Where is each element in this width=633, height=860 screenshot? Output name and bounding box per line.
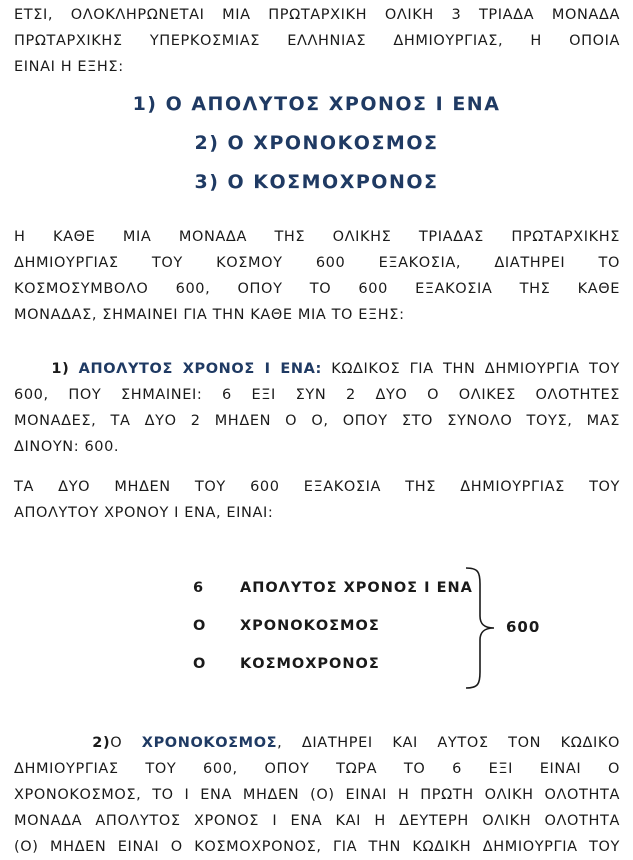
para3-line-1: ΤΑ ΔΥΟ ΜΗΔΕΝ ΤΟΥ 600 ΕΞΑΚΟΣΙΑ ΤΗΣ ΔΗΜΙΟΥΡΓΙΑΣ ΤΟΥ — [14, 479, 620, 495]
right-curly-brace — [462, 566, 498, 690]
para2-line-3: ΜΟΝΑΔΕΣ, ΤΑ ΔΥΟ 2 ΜΗΔΕΝ Ο Ο, ΟΠΟΥ ΣΤΟ ΣΥΝΟΛΟ ΤΟΥΣ, ΜΑΣ — [14, 413, 620, 429]
para4-line-3: ΧΡΟΝΟΚΟΣΜΟΣ, ΤΟ Ι ΕΝΑ ΜΗΔΕΝ (Ο) ΕΙΝΑΙ Η ΠΡΩΤΗ ΟΛΙΚΗ ΟΛΟΤΗΤΑ — [14, 787, 620, 803]
intro-line-1: ΕΤΣΙ, ΟΛΟΚΛΗΡΩΝΕΤΑΙ ΜΙΑ ΠΡΩΤΑΡΧΙΚΗ ΟΛΙΚΗ 3 ΤΡΙΑΔΑ ΜΟΝΑΔΑ — [14, 7, 620, 23]
para1-line-4: ΜΟΝΑΔΑΣ, ΣΗΜΑΙΝΕΙ ΓΙΑ ΤΗΝ ΚΑΘΕ ΜΙΑ ΤΟ ΕΞΗΣ: — [14, 307, 405, 323]
para4-line-5: (Ο) ΜΗΔΕΝ ΕΙΝΑΙ Ο ΚΟΣΜΟΧΡΟΝΟΣ, ΓΙΑ ΤΗΝ ΚΩΔΙΚΗ ΔΗΜΙΟΥΡΓΙΑ ΤΟΥ — [14, 839, 620, 855]
para4-line-1 — [14, 730, 620, 756]
diagram-digit-2: Ο — [193, 618, 206, 634]
para2-line-4: ΔΙΝΟΥΝ: 600. — [14, 439, 120, 455]
para2-line-1 — [14, 356, 620, 382]
title-cosmochronos: 3) Ο ΚΟΣΜΟΧΡΟΝΟΣ — [194, 171, 439, 193]
diagram-label-2: ΧΡΟΝΟΚΟΣΜΟΣ — [240, 618, 380, 634]
para1-line-2: ΔΗΜΙΟΥΡΓΙΑΣ ΤΟΥ ΚΟΣΜΟΥ 600 ΕΞΑΚΟΣΙΑ, ΔΙΑΤΗΡΕΙ ΤΟ — [14, 255, 620, 271]
para1-line-3: ΚΟΣΜΟΣΥΜΒΟΛΟ 600, ΟΠΟΥ ΤΟ 600 ΕΞΑΚΟΣΙΑ ΤΗΣ ΚΑΘΕ — [14, 281, 620, 297]
para4-lead-term: ΧΡΟΝΟΚΟΣΜΟΣ — [141, 735, 278, 751]
paragraph-absolute-time-code — [14, 356, 620, 460]
diagram-digit-1: 6 — [193, 580, 204, 596]
para2-lead-term: ΑΠΟΛΥΤΟΣ ΧΡΟΝΟΣ Ι ΕΝΑ: — [78, 361, 322, 377]
para4-line-4: ΜΟΝΑΔΑ ΑΠΟΛΥΤΟΣ ΧΡΟΝΟΣ Ι ΕΝΑ ΚΑΙ Η ΔΕΥΤΕΡΗ ΟΛΙΚΗ ΟΛΟΤΗΤΑ — [14, 813, 620, 829]
diagram-label-1: ΑΠΟΛΥΤΟΣ ΧΡΟΝΟΣ Ι ΕΝΑ — [240, 580, 473, 596]
para3-line-2: ΑΠΟΛΥΤΟΥ ΧΡΟΝΟΥ Ι ΕΝΑ, ΕΙΝΑΙ: — [14, 505, 274, 521]
para2-number: 1) — [51, 361, 70, 377]
paragraph-two-zeros — [14, 474, 620, 526]
title-absolute-time: 1) Ο ΑΠΟΛΥΤΟΣ ΧΡΟΝΟΣ Ι ΕΝΑ — [132, 93, 501, 115]
intro-line-2: ΠΡΩΤΑΡΧΙΚΗΣ ΥΠΕΡΚΟΣΜΙΑΣ ΕΛΛΗΝΙΑΣ ΔΗΜΙΟΥΡΓΙΑΣ, Η ΟΠΟΙΑ — [14, 33, 620, 49]
code-600-diagram — [0, 560, 633, 700]
para2-line-1-rest: ΚΩΔΙΚΟΣ ΓΙΑ ΤΗΝ ΔΗΜΙΟΥΡΓΙΑ ΤΟΥ — [331, 361, 620, 377]
paragraph-triad-monads — [14, 224, 620, 328]
paragraph-chronocosmos-code — [14, 730, 620, 860]
diagram-total: 600 — [506, 618, 541, 636]
para1-line-1: Η ΚΑΘΕ ΜΙΑ ΜΟΝΑΔΑ ΤΗΣ ΟΛΙΚΗΣ ΤΡΙΑΔΑΣ ΠΡΩΤΑΡΧΙΚΗΣ — [14, 229, 620, 245]
intro-paragraph — [14, 2, 620, 80]
title-chronocosmos: 2) Ο ΧΡΟΝΟΚΟΣΜΟΣ — [194, 132, 439, 154]
intro-line-3: ΕΙΝΑΙ Η ΕΞΗΣ: — [14, 59, 124, 75]
para4-lead-pre: Ο — [110, 735, 123, 751]
diagram-label-3: ΚΟΣΜΟΧΡΟΝΟΣ — [240, 656, 380, 672]
diagram-digit-3: Ο — [193, 656, 206, 672]
para4-line-2: ΔΗΜΙΟΥΡΓΙΑΣ ΤΟΥ 600, ΟΠΟΥ ΤΩΡΑ ΤΟ 6 ΕΞΙ ΕΙΝΑΙ Ο — [14, 761, 620, 777]
para2-line-2: 600, ΠΟΥ ΣΗΜΑΙΝΕΙ: 6 ΕΞΙ ΣΥΝ 2 ΔΥΟ Ο ΟΛΙΚΕΣ ΟΛΟΤΗΤΕΣ — [14, 387, 620, 403]
para4-number: 2) — [92, 735, 111, 751]
para4-line-1-rest: , ΔΙΑΤΗΡΕΙ ΚΑΙ ΑΥΤΟΣ ΤΟΝ ΚΩΔΙΚΟ — [277, 735, 620, 751]
